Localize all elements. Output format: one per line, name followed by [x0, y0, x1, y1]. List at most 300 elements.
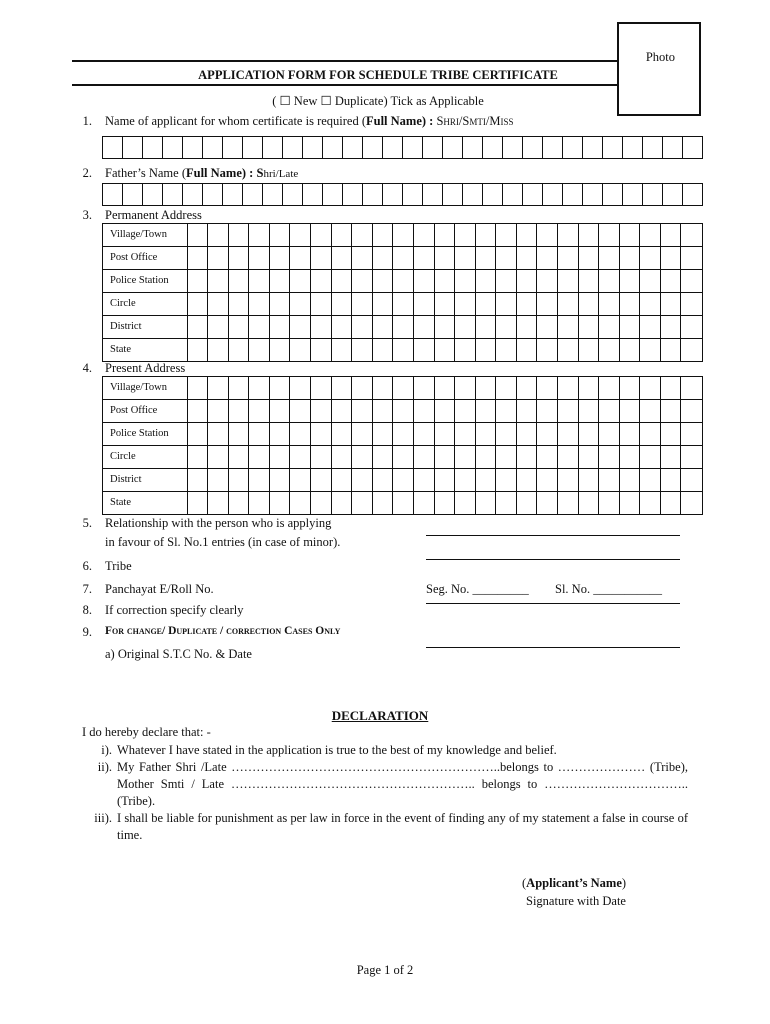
char-box[interactable] [183, 137, 203, 159]
char-box[interactable] [496, 469, 517, 491]
char-box[interactable] [583, 184, 603, 206]
char-box[interactable] [188, 339, 209, 361]
char-box[interactable] [496, 293, 517, 315]
char-box[interactable] [603, 137, 623, 159]
char-box[interactable] [332, 224, 353, 246]
char-box[interactable] [558, 316, 579, 338]
char-box[interactable] [517, 446, 538, 468]
char-box[interactable] [579, 492, 600, 514]
char-box[interactable] [661, 339, 682, 361]
char-box[interactable] [270, 316, 291, 338]
char-box[interactable] [517, 224, 538, 246]
char-box[interactable] [579, 377, 600, 399]
char-box[interactable] [363, 137, 383, 159]
char-box[interactable] [455, 270, 476, 292]
char-box[interactable] [229, 469, 250, 491]
char-box[interactable] [311, 316, 332, 338]
char-box[interactable] [443, 137, 463, 159]
char-box[interactable] [435, 316, 456, 338]
char-box[interactable] [681, 339, 702, 361]
char-box[interactable] [455, 316, 476, 338]
char-box[interactable] [332, 339, 353, 361]
char-box[interactable] [263, 184, 283, 206]
char-box[interactable] [270, 293, 291, 315]
char-box[interactable] [517, 423, 538, 445]
char-box[interactable] [373, 492, 394, 514]
char-box[interactable] [537, 400, 558, 422]
char-box[interactable] [103, 184, 123, 206]
char-box[interactable] [599, 247, 620, 269]
char-box[interactable] [517, 316, 538, 338]
char-box[interactable] [311, 339, 332, 361]
char-box[interactable] [496, 224, 517, 246]
char-box[interactable] [332, 492, 353, 514]
char-box[interactable] [435, 339, 456, 361]
char-box[interactable] [583, 137, 603, 159]
char-box[interactable] [352, 469, 373, 491]
char-box[interactable] [393, 469, 414, 491]
char-box[interactable] [414, 270, 435, 292]
char-box[interactable] [599, 270, 620, 292]
char-box[interactable] [496, 270, 517, 292]
char-box[interactable] [579, 400, 600, 422]
char-box[interactable] [332, 293, 353, 315]
char-box[interactable] [352, 339, 373, 361]
char-box[interactable] [229, 377, 250, 399]
char-box[interactable] [558, 339, 579, 361]
char-box[interactable] [311, 423, 332, 445]
char-box[interactable] [249, 492, 270, 514]
char-box[interactable] [352, 270, 373, 292]
char-box[interactable] [188, 247, 209, 269]
char-box[interactable] [599, 400, 620, 422]
char-box[interactable] [249, 400, 270, 422]
char-box[interactable] [270, 492, 291, 514]
char-box[interactable] [543, 137, 563, 159]
char-box[interactable] [537, 469, 558, 491]
char-box[interactable] [455, 423, 476, 445]
char-box[interactable] [208, 423, 229, 445]
char-box[interactable] [620, 270, 641, 292]
original-stc-answer-line[interactable] [426, 647, 680, 648]
char-box[interactable] [332, 446, 353, 468]
char-box[interactable] [681, 316, 702, 338]
char-box[interactable] [435, 492, 456, 514]
char-box[interactable] [290, 293, 311, 315]
char-box[interactable] [435, 247, 456, 269]
char-box[interactable] [435, 423, 456, 445]
char-box[interactable] [661, 270, 682, 292]
char-box[interactable] [579, 293, 600, 315]
char-box[interactable] [311, 469, 332, 491]
char-box[interactable] [270, 270, 291, 292]
char-box[interactable] [270, 400, 291, 422]
char-box[interactable] [414, 469, 435, 491]
char-box[interactable] [558, 446, 579, 468]
char-box[interactable] [243, 137, 263, 159]
char-box[interactable] [517, 270, 538, 292]
char-box[interactable] [661, 492, 682, 514]
char-box[interactable] [681, 270, 702, 292]
correction-answer-line[interactable] [426, 603, 680, 604]
char-box[interactable] [332, 469, 353, 491]
char-box[interactable] [290, 469, 311, 491]
char-box[interactable] [623, 184, 643, 206]
char-box[interactable] [352, 293, 373, 315]
father-name-boxes[interactable] [102, 183, 703, 206]
char-box[interactable] [476, 247, 497, 269]
char-box[interactable] [303, 184, 323, 206]
char-box[interactable] [496, 339, 517, 361]
char-box[interactable] [188, 400, 209, 422]
char-box[interactable] [352, 400, 373, 422]
char-box[interactable] [203, 184, 223, 206]
char-box[interactable] [483, 137, 503, 159]
tribe-answer-line[interactable] [426, 559, 680, 560]
char-box[interactable] [363, 184, 383, 206]
char-box[interactable] [311, 446, 332, 468]
char-box[interactable] [188, 293, 209, 315]
char-box[interactable] [270, 423, 291, 445]
char-box[interactable] [558, 492, 579, 514]
char-box[interactable] [599, 446, 620, 468]
char-box[interactable] [455, 492, 476, 514]
char-box[interactable] [343, 137, 363, 159]
char-box[interactable] [517, 339, 538, 361]
char-box[interactable] [208, 469, 229, 491]
char-box[interactable] [599, 423, 620, 445]
char-box[interactable] [476, 446, 497, 468]
char-box[interactable] [558, 423, 579, 445]
char-box[interactable] [123, 137, 143, 159]
char-box[interactable] [311, 293, 332, 315]
char-box[interactable] [332, 400, 353, 422]
char-box[interactable] [663, 137, 683, 159]
char-box[interactable] [332, 316, 353, 338]
char-box[interactable] [414, 247, 435, 269]
char-box[interactable] [103, 137, 123, 159]
char-box[interactable] [393, 270, 414, 292]
char-box[interactable] [229, 339, 250, 361]
char-box[interactable] [270, 247, 291, 269]
char-box[interactable] [537, 293, 558, 315]
char-box[interactable] [290, 492, 311, 514]
char-box[interactable] [414, 339, 435, 361]
char-box[interactable] [496, 247, 517, 269]
char-box[interactable] [681, 469, 702, 491]
char-box[interactable] [463, 137, 483, 159]
char-box[interactable] [290, 247, 311, 269]
char-box[interactable] [414, 492, 435, 514]
char-box[interactable] [537, 270, 558, 292]
char-box[interactable] [270, 339, 291, 361]
char-box[interactable] [270, 224, 291, 246]
char-box[interactable] [229, 423, 250, 445]
char-box[interactable] [640, 270, 661, 292]
char-box[interactable] [290, 400, 311, 422]
char-box[interactable] [579, 247, 600, 269]
char-box[interactable] [681, 400, 702, 422]
char-box[interactable] [311, 492, 332, 514]
char-box[interactable] [496, 377, 517, 399]
char-box[interactable] [249, 293, 270, 315]
char-box[interactable] [640, 247, 661, 269]
char-box[interactable] [270, 469, 291, 491]
char-box[interactable] [290, 446, 311, 468]
sl-no-field[interactable]: Sl. No. ___________ [555, 582, 662, 596]
char-box[interactable] [403, 137, 423, 159]
char-box[interactable] [393, 224, 414, 246]
char-box[interactable] [290, 377, 311, 399]
char-box[interactable] [208, 492, 229, 514]
char-box[interactable] [620, 400, 641, 422]
q5-answer-line[interactable] [426, 535, 680, 536]
char-box[interactable] [476, 423, 497, 445]
char-box[interactable] [620, 224, 641, 246]
char-box[interactable] [517, 377, 538, 399]
char-box[interactable] [249, 247, 270, 269]
char-box[interactable] [208, 339, 229, 361]
char-box[interactable] [640, 400, 661, 422]
char-box[interactable] [620, 247, 641, 269]
char-box[interactable] [383, 184, 403, 206]
char-box[interactable] [463, 184, 483, 206]
char-box[interactable] [290, 339, 311, 361]
char-box[interactable] [352, 316, 373, 338]
char-box[interactable] [517, 293, 538, 315]
char-box[interactable] [563, 137, 583, 159]
char-box[interactable] [620, 377, 641, 399]
char-box[interactable] [517, 469, 538, 491]
char-box[interactable] [188, 224, 209, 246]
char-box[interactable] [229, 446, 250, 468]
char-box[interactable] [683, 137, 703, 159]
char-box[interactable] [476, 469, 497, 491]
char-box[interactable] [283, 137, 303, 159]
char-box[interactable] [373, 224, 394, 246]
char-box[interactable] [681, 224, 702, 246]
char-box[interactable] [537, 224, 558, 246]
char-box[interactable] [455, 339, 476, 361]
char-box[interactable] [643, 184, 663, 206]
char-box[interactable] [640, 293, 661, 315]
char-box[interactable] [393, 400, 414, 422]
char-box[interactable] [579, 469, 600, 491]
char-box[interactable] [332, 423, 353, 445]
char-box[interactable] [579, 270, 600, 292]
char-box[interactable] [249, 423, 270, 445]
char-box[interactable] [579, 423, 600, 445]
char-box[interactable] [263, 137, 283, 159]
char-box[interactable] [579, 446, 600, 468]
char-box[interactable] [123, 184, 143, 206]
char-box[interactable] [249, 377, 270, 399]
char-box[interactable] [661, 446, 682, 468]
char-box[interactable] [414, 293, 435, 315]
char-box[interactable] [229, 316, 250, 338]
char-box[interactable] [373, 247, 394, 269]
char-box[interactable] [523, 184, 543, 206]
char-box[interactable] [311, 270, 332, 292]
char-box[interactable] [620, 316, 641, 338]
char-box[interactable] [249, 270, 270, 292]
char-box[interactable] [352, 423, 373, 445]
char-box[interactable] [640, 446, 661, 468]
char-box[interactable] [332, 377, 353, 399]
char-box[interactable] [537, 316, 558, 338]
char-box[interactable] [290, 316, 311, 338]
char-box[interactable] [163, 184, 183, 206]
char-box[interactable] [558, 270, 579, 292]
char-box[interactable] [643, 137, 663, 159]
char-box[interactable] [476, 339, 497, 361]
char-box[interactable] [332, 270, 353, 292]
char-box[interactable] [290, 224, 311, 246]
char-box[interactable] [143, 184, 163, 206]
char-box[interactable] [249, 316, 270, 338]
permanent-address-grid[interactable] [102, 223, 703, 362]
char-box[interactable] [443, 184, 463, 206]
char-box[interactable] [229, 293, 250, 315]
char-box[interactable] [483, 184, 503, 206]
char-box[interactable] [476, 316, 497, 338]
char-box[interactable] [661, 224, 682, 246]
char-box[interactable] [373, 339, 394, 361]
char-box[interactable] [523, 137, 543, 159]
char-box[interactable] [249, 446, 270, 468]
char-box[interactable] [208, 316, 229, 338]
char-box[interactable] [661, 316, 682, 338]
char-box[interactable] [476, 400, 497, 422]
char-box[interactable] [352, 377, 373, 399]
char-box[interactable] [683, 184, 703, 206]
char-box[interactable] [476, 377, 497, 399]
char-box[interactable] [640, 224, 661, 246]
char-box[interactable] [579, 316, 600, 338]
char-box[interactable] [403, 184, 423, 206]
char-box[interactable] [503, 184, 523, 206]
char-box[interactable] [599, 224, 620, 246]
char-box[interactable] [620, 293, 641, 315]
char-box[interactable] [373, 469, 394, 491]
char-box[interactable] [681, 377, 702, 399]
char-box[interactable] [599, 469, 620, 491]
char-box[interactable] [311, 377, 332, 399]
char-box[interactable] [303, 137, 323, 159]
char-box[interactable] [496, 316, 517, 338]
char-box[interactable] [661, 293, 682, 315]
char-box[interactable] [243, 184, 263, 206]
char-box[interactable] [537, 339, 558, 361]
char-box[interactable] [537, 492, 558, 514]
char-box[interactable] [311, 224, 332, 246]
char-box[interactable] [476, 492, 497, 514]
char-box[interactable] [640, 339, 661, 361]
char-box[interactable] [393, 339, 414, 361]
char-box[interactable] [270, 377, 291, 399]
char-box[interactable] [476, 293, 497, 315]
char-box[interactable] [640, 492, 661, 514]
char-box[interactable] [496, 446, 517, 468]
char-box[interactable] [249, 339, 270, 361]
char-box[interactable] [543, 184, 563, 206]
char-box[interactable] [455, 469, 476, 491]
char-box[interactable] [599, 293, 620, 315]
char-box[interactable] [423, 184, 443, 206]
char-box[interactable] [208, 293, 229, 315]
char-box[interactable] [558, 293, 579, 315]
char-box[interactable] [435, 270, 456, 292]
char-box[interactable] [373, 293, 394, 315]
char-box[interactable] [414, 224, 435, 246]
char-box[interactable] [435, 446, 456, 468]
char-box[interactable] [229, 400, 250, 422]
char-box[interactable] [661, 423, 682, 445]
char-box[interactable] [323, 137, 343, 159]
char-box[interactable] [414, 377, 435, 399]
char-box[interactable] [579, 224, 600, 246]
char-box[interactable] [620, 339, 641, 361]
char-box[interactable] [352, 224, 373, 246]
char-box[interactable] [208, 270, 229, 292]
char-box[interactable] [163, 137, 183, 159]
applicant-name-boxes[interactable] [102, 136, 703, 159]
char-box[interactable] [640, 316, 661, 338]
present-address-grid[interactable] [102, 376, 703, 515]
char-box[interactable] [558, 400, 579, 422]
char-box[interactable] [455, 446, 476, 468]
char-box[interactable] [599, 339, 620, 361]
char-box[interactable] [373, 377, 394, 399]
char-box[interactable] [476, 270, 497, 292]
char-box[interactable] [681, 247, 702, 269]
char-box[interactable] [435, 224, 456, 246]
char-box[interactable] [208, 247, 229, 269]
char-box[interactable] [563, 184, 583, 206]
char-box[interactable] [517, 247, 538, 269]
char-box[interactable] [223, 137, 243, 159]
char-box[interactable] [620, 469, 641, 491]
char-box[interactable] [599, 492, 620, 514]
char-box[interactable] [681, 446, 702, 468]
char-box[interactable] [290, 423, 311, 445]
char-box[interactable] [620, 423, 641, 445]
char-box[interactable] [620, 492, 641, 514]
char-box[interactable] [423, 137, 443, 159]
char-box[interactable] [229, 492, 250, 514]
char-box[interactable] [661, 469, 682, 491]
char-box[interactable] [229, 224, 250, 246]
char-box[interactable] [352, 446, 373, 468]
char-box[interactable] [681, 293, 702, 315]
char-box[interactable] [435, 469, 456, 491]
char-box[interactable] [496, 492, 517, 514]
char-box[interactable] [393, 377, 414, 399]
tick-applicable[interactable]: ( ☐ New ☐ Duplicate) Tick as Applicable [272, 94, 484, 108]
char-box[interactable] [640, 423, 661, 445]
char-box[interactable] [558, 247, 579, 269]
char-box[interactable] [455, 377, 476, 399]
char-box[interactable] [435, 293, 456, 315]
char-box[interactable] [373, 446, 394, 468]
char-box[interactable] [558, 377, 579, 399]
char-box[interactable] [414, 400, 435, 422]
char-box[interactable] [323, 184, 343, 206]
char-box[interactable] [537, 446, 558, 468]
char-box[interactable] [383, 137, 403, 159]
char-box[interactable] [496, 423, 517, 445]
char-box[interactable] [435, 377, 456, 399]
